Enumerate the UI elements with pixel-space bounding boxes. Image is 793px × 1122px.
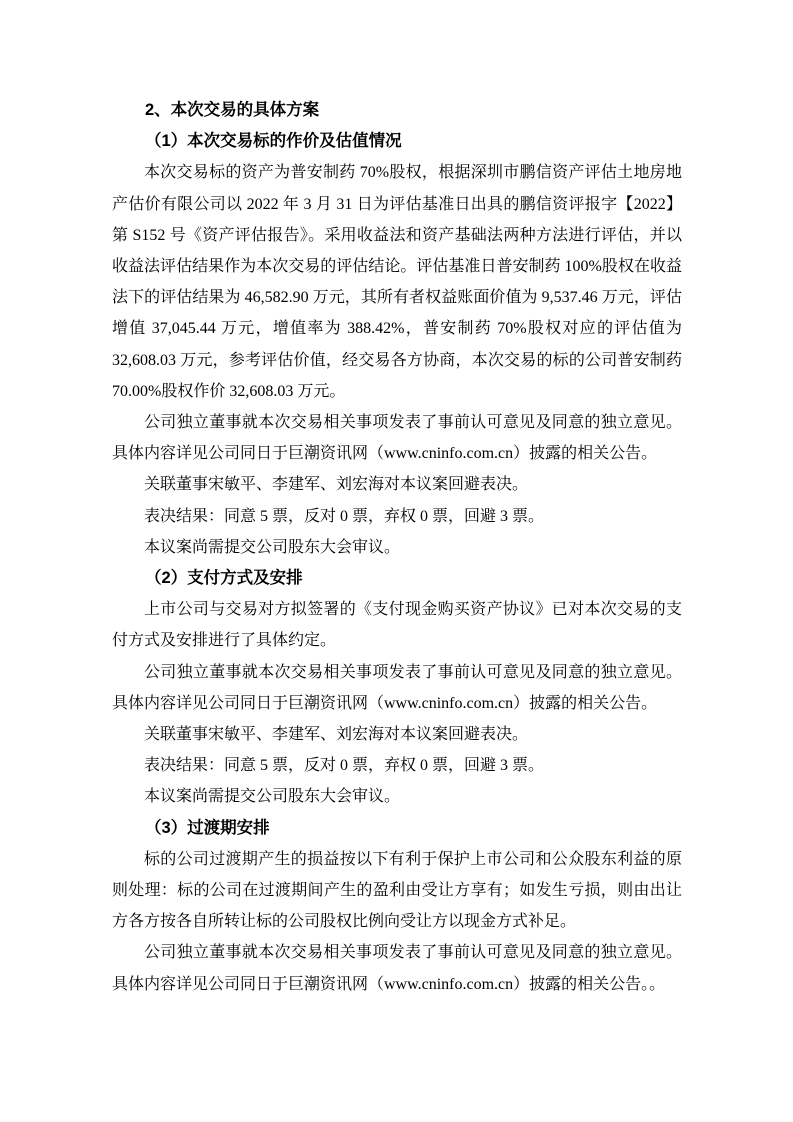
section-heading-transaction-plan: 2、本次交易的具体方案 [145, 101, 320, 119]
paragraph-vote-result-2: 表决结果：同意 5 票，反对 0 票，弃权 0 票，回避 3 票。 [144, 757, 545, 775]
paragraph-related-directors-recusal-2: 关联董事宋敏平、李建军、刘宏海对本议案回避表决。 [144, 726, 529, 744]
paragraph-vote-result-1: 表决结果：同意 5 票，反对 0 票，弃权 0 票，回避 3 票。 [144, 507, 545, 525]
paragraph-valuation-details: 本次交易标的资产为普安制药 70%股权，根据深圳市鹏信资产评估土地房地产估价有限公司以 2022 年 3 月 31 日为评估基准日出具的鹏信资评报字【2022】第 S152 号《资产评估报告》。采用收益法和资产基础法两种方法进行评估，并以收益法评估结果作为本次交易的评估结论。评估基准日普安制药 100%股权在收益法下的评估结果为 46,582.90 万元，其所有者权益账面价值为 9,537.46 万元，评估增值 37,045.44 万元，增值率为 388.42%，普安制药 70%股权对应的评估值为 32,608.03 万元，参考评估价值，经交易各方协商，本次交易的标的公司普安制药 70.00%股权作价 32,608.03 万元。 [112, 164, 682, 400]
paragraph-shareholder-meeting-review-2: 本议案尚需提交公司股东大会审议。 [144, 788, 401, 806]
paragraph-independent-directors-opinion-2: 公司独立董事就本次交易相关事项发表了事前认可意见及同意的独立意见。具体内容详见公司同日于巨潮资讯网（www.cninfo.com.cn）披露的相关公告。 [112, 663, 682, 712]
paragraph-independent-directors-opinion-1: 公司独立董事就本次交易相关事项发表了事前认可意见及同意的独立意见。具体内容详见公司同日于巨潮资讯网（www.cninfo.com.cn）披露的相关公告。 [112, 414, 682, 463]
subsection-heading-pricing-valuation: （1）本次交易标的作价及估值情况 [145, 132, 402, 151]
subsection-heading-transition-period: （3）过渡期安排 [145, 818, 270, 837]
paragraph-shareholder-meeting-review-1: 本议案尚需提交公司股东大会审议。 [144, 538, 401, 556]
paragraph-payment-agreement: 上市公司与交易对方拟签署的《支付现金购买资产协议》已对本次交易的支付方式及安排进行了具体约定。 [112, 601, 682, 650]
paragraph-related-directors-recusal-1: 关联董事宋敏平、李建军、刘宏海对本议案回避表决。 [144, 476, 529, 494]
paragraph-transition-profit-loss: 标的公司过渡期产生的损益按以下有利于保护上市公司和公众股东利益的原则处理：标的公司在过渡期间产生的盈利由受让方享有；如发生亏损，则由出让方各方按各自所转让标的公司股权比例向受让方以现金方式补足。 [112, 850, 682, 931]
paragraph-independent-directors-opinion-3: 公司独立董事就本次交易相关事项发表了事前认可意见及同意的独立意见。具体内容详见公司同日于巨潮资讯网（www.cninfo.com.cn）披露的相关公告。。 [112, 944, 682, 993]
subsection-heading-payment-arrangement: （2）支付方式及安排 [145, 569, 303, 588]
